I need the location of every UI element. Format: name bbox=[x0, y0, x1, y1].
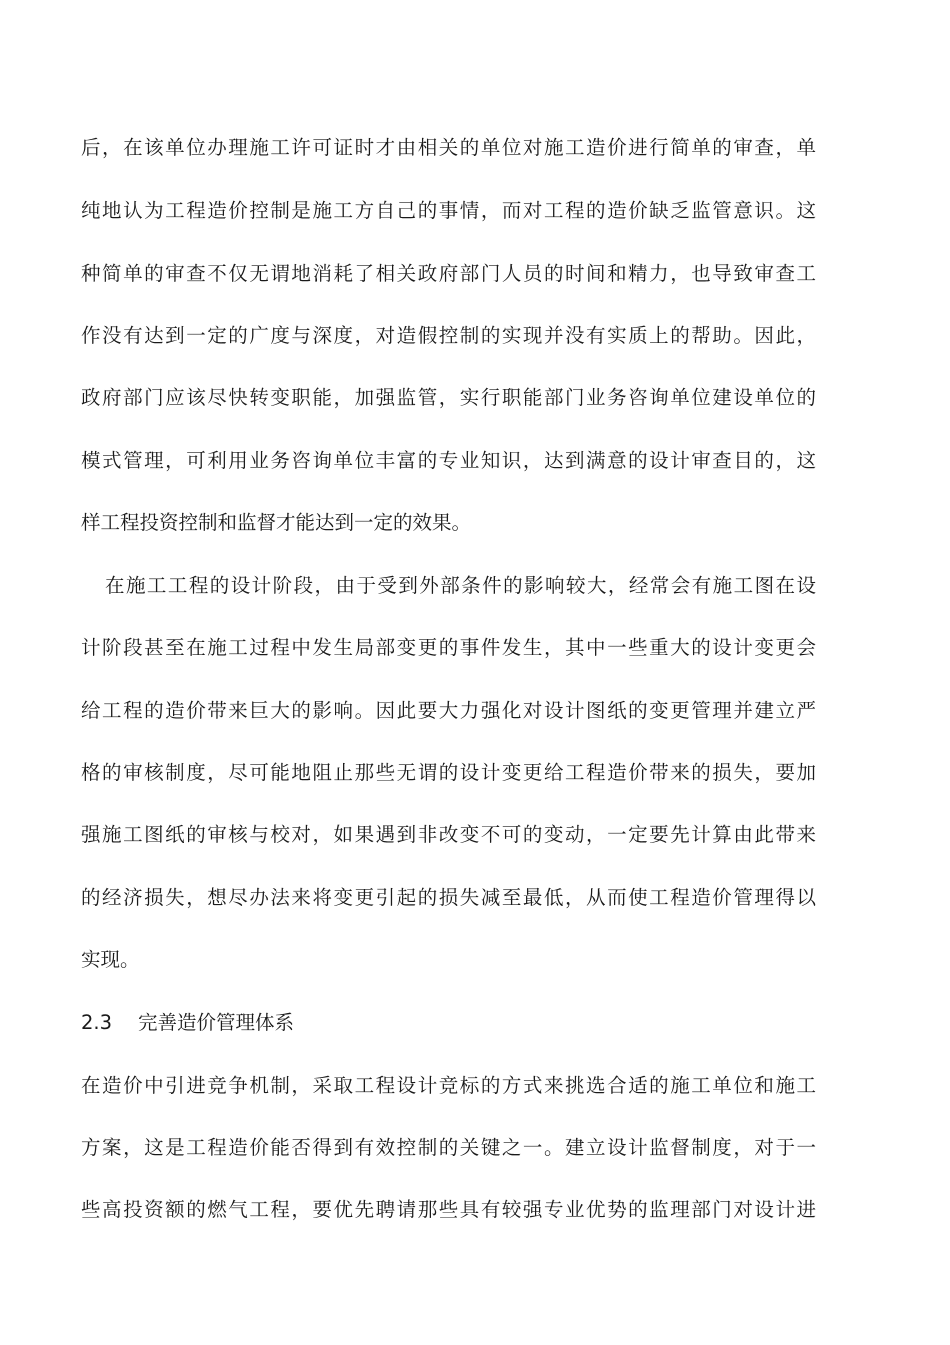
paragraph-2-line-5: 强施工图纸的审核与校对，如果遇到非改变不可的变动，一定要先计算由此带来 bbox=[81, 823, 816, 846]
paragraph-2-line-7: 实现。 bbox=[81, 948, 140, 971]
section-number: 2.3 bbox=[81, 1011, 113, 1034]
paragraph-1-line-3: 种简单的审查不仅无谓地消耗了相关政府部门人员的时间和精力，也导致审查工 bbox=[81, 262, 816, 285]
paragraph-1-line-6: 模式管理，可利用业务咨询单位丰富的专业知识，达到满意的设计审查目的，这 bbox=[81, 449, 816, 472]
paragraph-1-line-4: 作没有达到一定的广度与深度，对造假控制的实现并没有实质上的帮助。因此， bbox=[81, 324, 816, 347]
paragraph-2-line-1: 在施工工程的设计阶段，由于受到外部条件的影响较大，经常会有施工图在设 bbox=[105, 574, 816, 597]
section-heading bbox=[81, 1008, 294, 1038]
paragraph-2-line-6: 的经济损失，想尽办法来将变更引起的损失减至最低，从而使工程造价管理得以 bbox=[81, 886, 816, 909]
paragraph-2-line-3: 给工程的造价带来巨大的影响。因此要大力强化对设计图纸的变更管理并建立严 bbox=[81, 699, 816, 722]
paragraph-3-line-1: 在造价中引进竞争机制，采取工程设计竞标的方式来挑选合适的施工单位和施工 bbox=[81, 1074, 816, 1097]
paragraph-3-line-2: 方案，这是工程造价能否得到有效控制的关键之一。建立设计监督制度，对于一 bbox=[81, 1136, 816, 1159]
paragraph-1-line-2: 纯地认为工程造价控制是施工方自己的事情，而对工程的造价缺乏监管意识。这 bbox=[81, 199, 816, 222]
paragraph-1-line-1: 后，在该单位办理施工许可证时才由相关的单位对施工造价进行简单的审查，单 bbox=[81, 136, 816, 159]
paragraph-1-line-5: 政府部门应该尽快转变职能，加强监管，实行职能部门业务咨询单位建设单位的 bbox=[81, 386, 816, 409]
paragraph-2-line-2: 计阶段甚至在施工过程中发生局部变更的事件发生，其中一些重大的设计变更会 bbox=[81, 636, 816, 659]
paragraph-3-line-3: 些高投资额的燃气工程，要优先聘请那些具有较强专业优势的监理部门对设计进 bbox=[81, 1198, 816, 1221]
paragraph-2-line-4: 格的审核制度，尽可能地阻止那些无谓的设计变更给工程造价带来的损失，要加 bbox=[81, 761, 816, 784]
section-title: 完善造价管理体系 bbox=[138, 1011, 295, 1034]
paragraph-1-line-7: 样工程投资控制和监督才能达到一定的效果。 bbox=[81, 511, 472, 534]
